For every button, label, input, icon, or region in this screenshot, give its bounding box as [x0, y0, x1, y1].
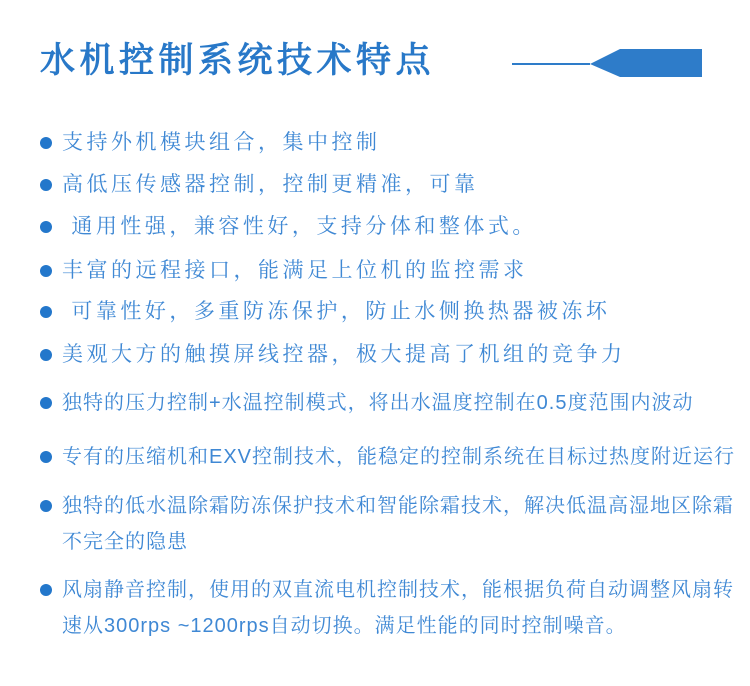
list-item	[40, 252, 740, 290]
list-item	[40, 336, 740, 374]
feature-text	[62, 439, 735, 475]
bullet-circle-icon	[40, 306, 52, 318]
feature-line: 不完全的隐患	[62, 531, 188, 553]
list-item	[40, 293, 740, 331]
bullet-circle-icon	[40, 451, 52, 463]
list-item	[40, 439, 740, 475]
feature-line: 可靠性好，多重防冻保护，防止水侧换热器被冻坏	[62, 300, 611, 323]
feature-list	[40, 124, 740, 644]
feature-line: 专有的压缩机和EXV控制技术，能稳定的控制系统在目标过热度附近运行	[62, 446, 736, 468]
feature-line: 支持外机模块组合，集中控制	[62, 131, 381, 154]
list-item	[40, 385, 740, 421]
feature-line: 风扇静音控制，使用的双直流电机控制技术，能根据负荷自动调整风扇转	[62, 579, 734, 601]
bullet-circle-icon	[40, 265, 52, 277]
feature-text	[62, 385, 693, 421]
feature-line: 丰富的远程接口，能满足上位机的监控需求	[62, 259, 528, 282]
feature-line: 高低压传感器控制，控制更精准，可靠	[62, 173, 479, 196]
left-arrow-callout-icon	[512, 46, 704, 79]
feature-text	[62, 166, 479, 204]
feature-line: 通用性强，兼容性好，支持分体和整体式。	[62, 215, 537, 238]
feature-line: 独特的压力控制+水温控制模式，将出水温度控制在0.5度范围内波动	[62, 392, 694, 414]
bullet-circle-icon	[40, 500, 52, 512]
bullet-circle-icon	[40, 397, 52, 409]
list-item	[40, 488, 740, 560]
list-item	[40, 208, 740, 246]
feature-text	[62, 124, 381, 162]
bullet-circle-icon	[40, 221, 52, 233]
list-item	[40, 124, 740, 162]
feature-line: 独特的低水温除霜防冻保护技术和智能除霜技术，解决低温高湿地区除霜	[62, 495, 734, 517]
feature-text	[62, 488, 734, 560]
feature-text	[62, 293, 610, 331]
bullet-circle-icon	[40, 584, 52, 596]
feature-text	[62, 336, 626, 374]
bullet-circle-icon	[40, 179, 52, 191]
list-item	[40, 572, 740, 644]
feature-text	[62, 208, 537, 246]
feature-line: 美观大方的触摸屏线控器，极大提高了机组的竞争力	[62, 343, 626, 366]
feature-text	[62, 252, 528, 290]
feature-text	[62, 572, 734, 644]
list-item	[40, 166, 740, 204]
bullet-circle-icon	[40, 137, 52, 149]
bullet-circle-icon	[40, 349, 52, 361]
feature-line: 速从300rps ~1200rps自动切换。满足性能的同时控制噪音。	[62, 615, 627, 637]
page-title: 水机控制系统技术特点	[40, 41, 436, 80]
